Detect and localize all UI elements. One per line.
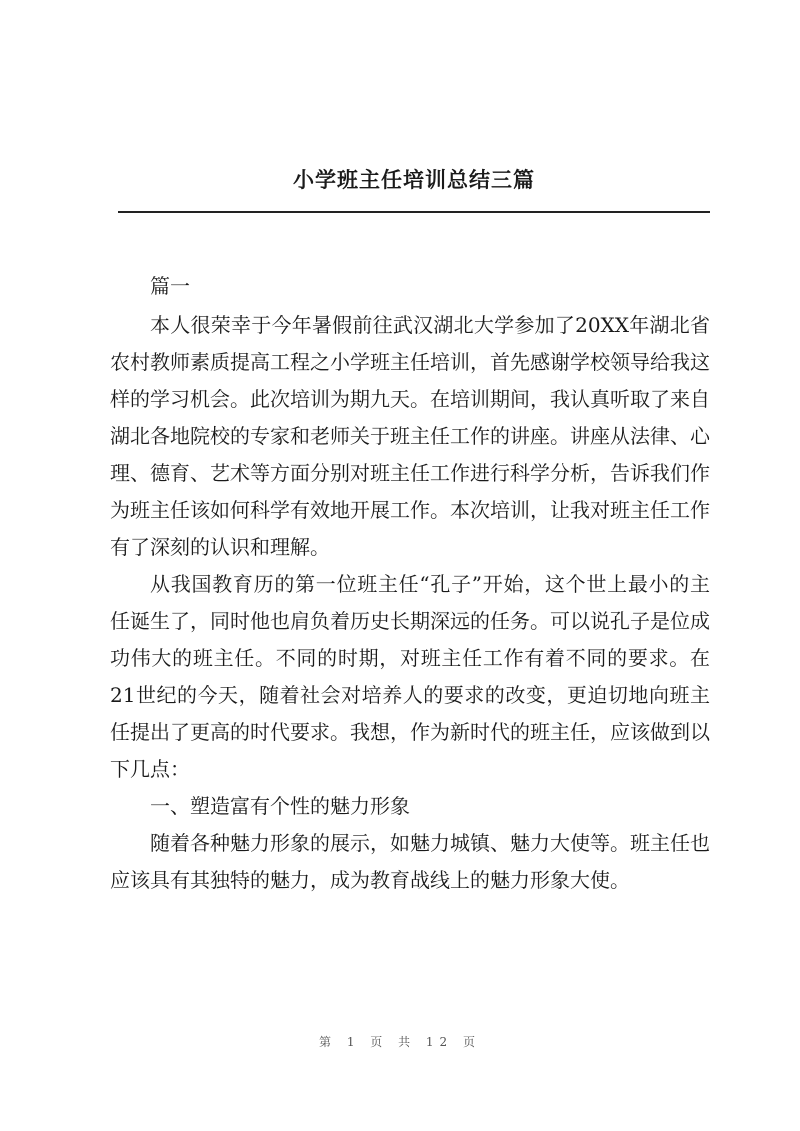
body-paragraph: 随着各种魅力形象的展示，如魅力城镇、魅力大使等。班主任也应该具有其独特的魅力，成为教育战线上的魅力形象大使。	[110, 831, 710, 892]
subsection-heading: 一、塑造富有个性的魅力形象	[150, 794, 410, 818]
page-number: 第 1 页 共 12 页	[319, 1035, 481, 1049]
document-body	[110, 268, 710, 899]
body-paragraph: 从我国教育历的第一位班主任“孔子”开始，这个世上最小的主任诞生了，同时他也肩负着历史长期深远的任务。可以说孔子是位成功伟大的班主任。不同的时期，对班主任工作有着不同的要求。在21世纪的今天，随着社会对培养人的要求的改变，更迫切地向班主任提出了更高的时代要求。我想，作为新时代的班主任，应该做到以下几点：	[110, 572, 710, 781]
body-paragraph: 本人很荣幸于今年暑假前往武汉湖北大学参加了20XX年湖北省农村教师素质提高工程之小学班主任培训，首先感谢学校领导给我这样的学习机会。此次培训为期九天。在培训期间，我认真听取了来自湖北各地院校的专家和老师关于班主任工作的讲座。讲座从法律、心理、德育、艺术等方面分别对班主任工作进行科学分析，告诉我们作为班主任该如何科学有效地开展工作。本次培训，让我对班主任工作有了深刻的认识和理解。	[110, 313, 710, 559]
page-title: 小学班主任培训总结三篇	[293, 167, 535, 192]
title-divider	[118, 211, 710, 213]
section-heading: 篇一	[150, 274, 190, 298]
